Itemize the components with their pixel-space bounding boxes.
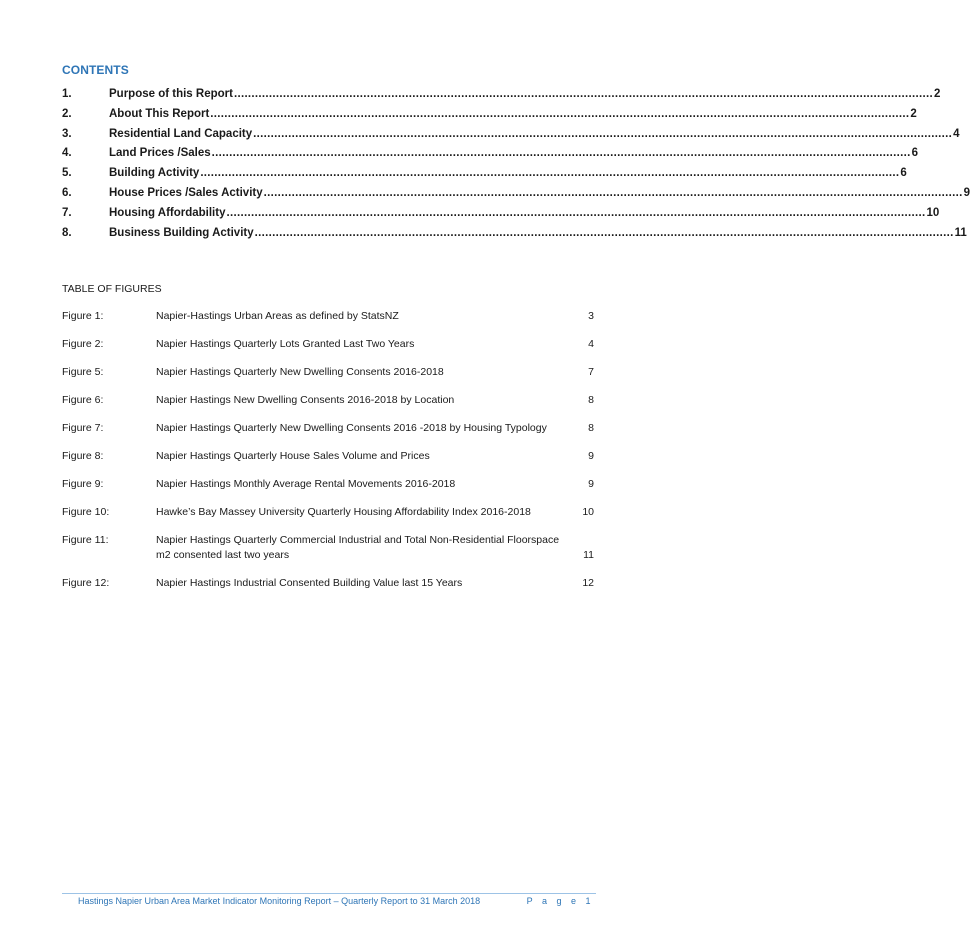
- contents-heading: CONTENTS: [62, 63, 129, 77]
- toc-entry[interactable]: [62, 127, 960, 148]
- figure-entry-title: Napier Hastings Monthly Average Rental Movements 2016-2018: [156, 478, 456, 490]
- toc-dot-leader: ........................................................................................................................................................................................................: [253, 127, 953, 140]
- toc-dot-leader: ........................................................................................................................................................................................................: [210, 107, 910, 120]
- figure-entry-page: 4: [588, 338, 594, 350]
- toc-entry[interactable]: [62, 88, 941, 108]
- figure-entry-title: Napier Hastings Quarterly New Dwelling Consents 2016-2018: [156, 366, 444, 378]
- figure-entry-label: Figure 2:: [62, 338, 104, 350]
- toc-entry[interactable]: [62, 226, 967, 247]
- table-of-figures: [62, 309, 594, 604]
- figure-entry-label: Figure 1:: [62, 310, 104, 322]
- figure-entry-title: Napier Hastings Quarterly Commercial Industrial and Total Non-Residential Floorspace m2 consented last two years: [156, 534, 560, 561]
- toc-entry-number: 8.: [62, 226, 72, 239]
- figure-entry-title: Napier Hastings Quarterly House Sales Volume and Prices: [156, 450, 430, 462]
- toc-entry[interactable]: [62, 206, 940, 227]
- figure-entry[interactable]: [62, 449, 594, 464]
- table-of-contents: [62, 88, 970, 246]
- toc-entry-page: 4: [953, 127, 960, 140]
- figure-entry-label: Figure 9:: [62, 478, 104, 490]
- figure-entry-page: 8: [588, 394, 594, 406]
- footer-page-number: P a g e 1: [526, 896, 594, 906]
- toc-dot-leader: ........................................................................................................................................................................................................: [226, 206, 926, 219]
- figure-entry-title: Napier Hastings Industrial Consented Building Value last 15 Years: [156, 577, 463, 589]
- figure-entry-label: Figure 5:: [62, 366, 104, 378]
- figure-entry-title: Napier-Hastings Urban Areas as defined by StatsNZ: [156, 310, 399, 322]
- toc-entry-number: 4.: [62, 147, 72, 160]
- figure-entry-title: Napier Hastings Quarterly New Dwelling Consents 2016 -2018 by Housing Typology: [156, 422, 547, 434]
- toc-entry[interactable]: [62, 147, 919, 167]
- toc-entry-page: 11: [954, 226, 967, 239]
- toc-entry-page: 6: [900, 167, 907, 180]
- toc-entry-title: About This Report: [109, 107, 210, 120]
- figure-entry-page: 9: [588, 478, 594, 490]
- toc-entry-page: 10: [926, 206, 940, 219]
- figure-entry[interactable]: [62, 505, 594, 520]
- toc-entry-page: 2: [910, 107, 917, 120]
- footer-text: Hastings Napier Urban Area Market Indicator Monitoring Report – Quarterly Report to 31 March 2018: [78, 896, 481, 906]
- toc-entry-number: 6.: [62, 186, 72, 199]
- toc-entry-title: Housing Affordability: [109, 206, 226, 219]
- figure-entry[interactable]: [62, 393, 594, 408]
- toc-entry-number: 5.: [62, 167, 72, 180]
- figure-entry-title: Napier Hastings New Dwelling Consents 2016-2018 by Location: [156, 394, 455, 406]
- figure-entry[interactable]: [62, 421, 594, 436]
- figure-entry-label: Figure 7:: [62, 422, 104, 434]
- figure-entry[interactable]: [62, 337, 594, 352]
- figure-entry[interactable]: [62, 477, 594, 492]
- figure-entry[interactable]: [62, 365, 594, 380]
- toc-entry-title: Purpose of this Report: [109, 88, 233, 100]
- toc-entry-number: 1.: [62, 88, 72, 100]
- toc-entry[interactable]: [62, 167, 907, 187]
- toc-entry-number: 7.: [62, 206, 72, 219]
- footer-divider: [62, 893, 596, 894]
- toc-entry-number: 3.: [62, 127, 72, 140]
- toc-dot-leader: ........................................................................................................................................................................................................: [263, 186, 963, 199]
- figure-entry-label: Figure 6:: [62, 394, 104, 406]
- figure-entry-page: 8: [588, 422, 594, 434]
- toc-entry-title: Residential Land Capacity: [109, 127, 253, 140]
- figure-entry-page: 11: [583, 549, 594, 561]
- toc-dot-leader: ........................................................................................................................................................................................................: [211, 147, 911, 160]
- figure-entry-label: Figure 11:: [62, 534, 109, 546]
- toc-entry-title: House Prices /Sales Activity: [109, 186, 263, 199]
- figure-entry[interactable]: [62, 309, 594, 324]
- figure-entry-page: 7: [588, 366, 594, 378]
- figure-entry-title: Napier Hastings Quarterly Lots Granted Last Two Years: [156, 338, 415, 350]
- figure-entry-page: 9: [588, 450, 594, 462]
- toc-entry-page: 2: [933, 88, 941, 100]
- toc-dot-leader: ........................................................................................................................................................................................................: [200, 167, 900, 180]
- toc-entry-title: Business Building Activity: [109, 226, 254, 239]
- figure-entry[interactable]: [62, 576, 594, 591]
- toc-entry[interactable]: [62, 186, 970, 207]
- figure-entry-page: 10: [582, 506, 594, 518]
- toc-dot-leader: ........................................................................................................................................................................................................: [233, 88, 933, 100]
- toc-dot-leader: ........................................................................................................................................................................................................: [254, 226, 954, 239]
- toc-entry-page: 6: [911, 147, 919, 160]
- table-of-figures-heading: TABLE OF FIGURES: [62, 283, 162, 295]
- toc-entry-title: Land Prices /Sales: [109, 147, 211, 160]
- figure-entry-page: 3: [588, 310, 594, 322]
- figure-entry-label: Figure 12:: [62, 577, 110, 589]
- figure-entry-title: Hawke’s Bay Massey University Quarterly Housing Affordability Index 2016-2018: [156, 506, 531, 518]
- figure-entry-label: Figure 8:: [62, 450, 104, 462]
- toc-entry-page: 9: [963, 186, 970, 199]
- toc-entry-title: Building Activity: [109, 167, 200, 180]
- figure-entry-page: 12: [582, 577, 594, 589]
- toc-entry[interactable]: [62, 107, 917, 128]
- figure-entry[interactable]: [62, 533, 594, 563]
- figure-entry-label: Figure 10:: [62, 506, 110, 518]
- toc-entry-number: 2.: [62, 107, 72, 120]
